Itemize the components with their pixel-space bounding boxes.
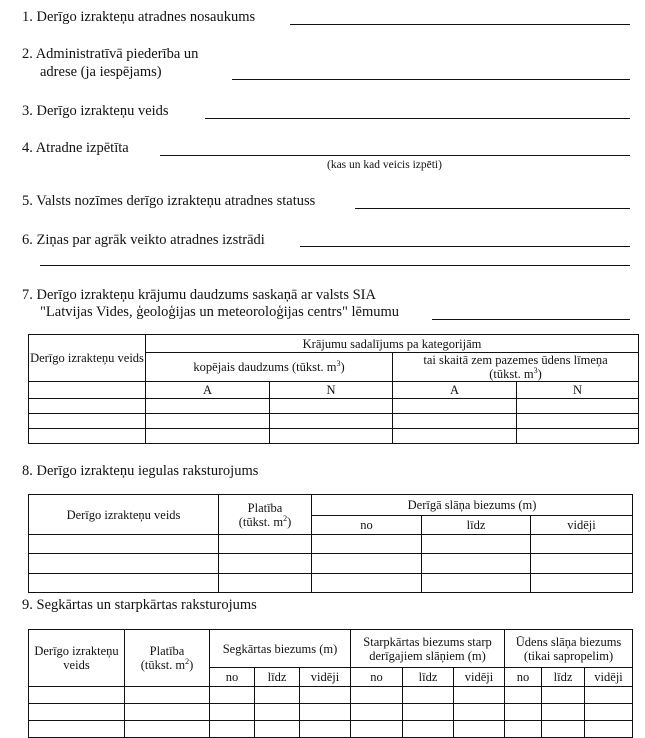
table-cell[interactable] bbox=[270, 429, 393, 444]
table-row[interactable] bbox=[29, 721, 633, 738]
table-cell[interactable] bbox=[393, 414, 517, 429]
table-cell[interactable] bbox=[351, 704, 403, 721]
text bbox=[29, 630, 633, 738]
table-cell[interactable] bbox=[219, 574, 312, 593]
text: (tūkst. m bbox=[489, 367, 534, 381]
reserves-table bbox=[28, 334, 639, 444]
table-cell[interactable] bbox=[531, 574, 633, 593]
header-layer-thickness: Derīgā slāņa biezums (m) bbox=[312, 495, 633, 516]
table-cell[interactable] bbox=[300, 687, 351, 704]
table-cell[interactable] bbox=[351, 721, 403, 738]
table-cell[interactable] bbox=[585, 687, 633, 704]
text: (tūkst. m bbox=[140, 658, 186, 672]
item-3-label: 3. Derīgo izrakteņu veids bbox=[22, 103, 169, 119]
table-cell[interactable] bbox=[29, 554, 219, 574]
header-below-groundwater bbox=[393, 353, 639, 382]
table-cell[interactable] bbox=[146, 414, 270, 429]
table-cell[interactable] bbox=[393, 429, 517, 444]
header-mineral-type: Derīgo izrakteņu veids bbox=[29, 495, 219, 535]
table-cell[interactable] bbox=[146, 399, 270, 414]
table-cell[interactable] bbox=[312, 535, 422, 554]
table-cell[interactable] bbox=[542, 704, 585, 721]
header-area bbox=[125, 630, 210, 687]
header-n: N bbox=[517, 382, 639, 399]
text: 3 bbox=[533, 365, 538, 375]
table-cell[interactable] bbox=[300, 721, 351, 738]
text: Platība bbox=[247, 500, 283, 515]
header-area bbox=[219, 495, 312, 535]
table-row[interactable] bbox=[29, 554, 633, 574]
table-cell[interactable] bbox=[422, 574, 531, 593]
table-row[interactable] bbox=[29, 704, 633, 721]
table-cell[interactable] bbox=[422, 554, 531, 574]
field-status[interactable] bbox=[355, 208, 630, 209]
table-cell[interactable] bbox=[255, 721, 300, 738]
header-mineral-type: Derīgo izrakteņu veids bbox=[29, 630, 125, 687]
table-cell[interactable] bbox=[219, 554, 312, 574]
table-cell[interactable] bbox=[125, 687, 210, 704]
table-cell[interactable] bbox=[505, 721, 542, 738]
table-cell[interactable] bbox=[29, 574, 219, 593]
table-cell[interactable] bbox=[422, 535, 531, 554]
table-cell[interactable] bbox=[542, 721, 585, 738]
table-cell[interactable] bbox=[393, 399, 517, 414]
table-cell: no bbox=[351, 668, 403, 687]
text bbox=[29, 382, 639, 399]
item-2-label-cont: adrese (ja iespējams) bbox=[40, 64, 162, 80]
table-row[interactable] bbox=[29, 687, 633, 704]
table-cell[interactable] bbox=[210, 704, 255, 721]
table-cell[interactable] bbox=[210, 687, 255, 704]
table-cell[interactable] bbox=[29, 399, 146, 414]
table-cell[interactable] bbox=[125, 704, 210, 721]
table-cell[interactable] bbox=[270, 399, 393, 414]
text bbox=[29, 495, 633, 593]
table-cell[interactable] bbox=[312, 554, 422, 574]
text bbox=[29, 335, 639, 353]
table-cell[interactable] bbox=[517, 414, 639, 429]
header-a: A bbox=[393, 382, 517, 399]
text: ) bbox=[189, 658, 194, 672]
table-cell[interactable] bbox=[210, 721, 255, 738]
table-cell: vidēji bbox=[300, 668, 351, 687]
text: (tūkst. m bbox=[238, 514, 284, 529]
text: ) bbox=[537, 367, 542, 381]
header-water-layer: Ūdens slāņa biezums (tikai sapropelim) bbox=[505, 630, 633, 668]
header-n: N bbox=[270, 382, 393, 399]
item-1-label: 1. Derīgo izrakteņu atradnes nosaukums bbox=[22, 9, 256, 25]
item-7-label-cont: "Latvijas Vides, ģeoloģijas un meteoroloģijas centrs" lēmumu bbox=[40, 304, 400, 320]
table-cell: vidēji bbox=[454, 668, 505, 687]
table-cell[interactable] bbox=[312, 574, 422, 593]
table-cell[interactable] bbox=[300, 704, 351, 721]
table-cell[interactable] bbox=[351, 687, 403, 704]
table-row[interactable] bbox=[29, 414, 639, 429]
text bbox=[29, 495, 633, 516]
table-cell[interactable] bbox=[29, 535, 219, 554]
table-cell[interactable] bbox=[454, 687, 505, 704]
item-7-label: 7. Derīgo izrakteņu krājumu daudzums saskaņā ar valsts SIA bbox=[22, 287, 376, 303]
text: 3 bbox=[336, 358, 341, 368]
text: 2 bbox=[185, 656, 190, 666]
table-cell: līdz bbox=[403, 668, 454, 687]
table-cell[interactable] bbox=[29, 414, 146, 429]
header-overburden: Segkārtas biezums (m) bbox=[210, 630, 351, 668]
table-cell: no bbox=[210, 668, 255, 687]
item-9-label: 9. Segkārtas un starpkārtas raksturojums bbox=[22, 597, 257, 613]
header-from: no bbox=[312, 516, 422, 535]
deposit-table bbox=[28, 494, 633, 593]
table-cell[interactable] bbox=[29, 704, 125, 721]
field-deposit-name[interactable] bbox=[290, 24, 630, 25]
item-4-hint: (kas un kad veicis izpēti) bbox=[327, 159, 442, 171]
table-cell[interactable] bbox=[403, 721, 454, 738]
table-cell[interactable] bbox=[517, 429, 639, 444]
table-cell bbox=[29, 382, 146, 399]
header-reserves-breakdown: Krājumu sadalījums pa kategorijām bbox=[146, 335, 639, 353]
text: kopējais daudzums (tūkst. m bbox=[193, 360, 337, 374]
table-cell[interactable] bbox=[505, 687, 542, 704]
table-row[interactable] bbox=[29, 535, 633, 554]
table-cell: līdz bbox=[542, 668, 585, 687]
header-total-amount bbox=[146, 353, 393, 382]
item-4-label: 4. Atradne izpētīta bbox=[22, 140, 129, 156]
item-2-label: 2. Administratīvā piederība un bbox=[22, 46, 199, 62]
table-cell[interactable] bbox=[542, 687, 585, 704]
table-cell[interactable] bbox=[531, 535, 633, 554]
table-cell[interactable] bbox=[403, 704, 454, 721]
table-cell[interactable] bbox=[585, 704, 633, 721]
text: ) bbox=[287, 514, 292, 529]
overburden-table bbox=[28, 629, 633, 738]
text bbox=[29, 335, 639, 444]
item-6-label: 6. Ziņas par agrāk veikto atradnes izstrādi bbox=[22, 232, 265, 248]
table-cell[interactable] bbox=[29, 429, 146, 444]
table-cell[interactable] bbox=[585, 721, 633, 738]
table-cell: no bbox=[505, 668, 542, 687]
table-row[interactable] bbox=[29, 429, 639, 444]
header-interburden: Starpkārtas biezums starp derīgajiem slāņiem (m) bbox=[351, 630, 505, 668]
text: ) bbox=[340, 360, 345, 374]
table-cell[interactable] bbox=[255, 704, 300, 721]
table-cell[interactable] bbox=[146, 429, 270, 444]
field-mineral-type[interactable] bbox=[205, 118, 630, 119]
table-cell[interactable] bbox=[403, 687, 454, 704]
item-5-label: 5. Valsts nozīmes derīgo izrakteņu atradnes statuss bbox=[22, 193, 316, 209]
table-cell[interactable] bbox=[255, 687, 300, 704]
header-average: vidēji bbox=[531, 516, 633, 535]
text bbox=[29, 630, 633, 668]
field-decision[interactable] bbox=[432, 319, 630, 320]
table-cell[interactable] bbox=[505, 704, 542, 721]
field-prior-extraction-cont[interactable] bbox=[40, 265, 630, 266]
table-cell[interactable] bbox=[454, 721, 505, 738]
field-address[interactable] bbox=[232, 79, 630, 80]
table-cell: vidēji bbox=[585, 668, 633, 687]
item-8-label: 8. Derīgo izrakteņu iegulas raksturojums bbox=[22, 463, 259, 479]
text: tai skaitā zem pazemes ūdens līmeņa bbox=[423, 353, 608, 367]
table-cell[interactable] bbox=[270, 414, 393, 429]
table-cell[interactable] bbox=[219, 535, 312, 554]
header-a: A bbox=[146, 382, 270, 399]
table-cell[interactable] bbox=[29, 721, 125, 738]
table-row[interactable] bbox=[29, 574, 633, 593]
field-prior-extraction[interactable] bbox=[300, 246, 630, 247]
table-cell[interactable] bbox=[531, 554, 633, 574]
text: Platība bbox=[149, 644, 185, 658]
table-cell[interactable] bbox=[454, 704, 505, 721]
text: 2 bbox=[283, 513, 288, 523]
table-cell[interactable] bbox=[517, 399, 639, 414]
table-cell[interactable] bbox=[29, 687, 125, 704]
table-cell: līdz bbox=[255, 668, 300, 687]
table-row[interactable] bbox=[29, 399, 639, 414]
header-to: līdz bbox=[422, 516, 531, 535]
header-mineral-type: Derīgo izrakteņu veids bbox=[29, 335, 146, 382]
table-cell[interactable] bbox=[125, 721, 210, 738]
